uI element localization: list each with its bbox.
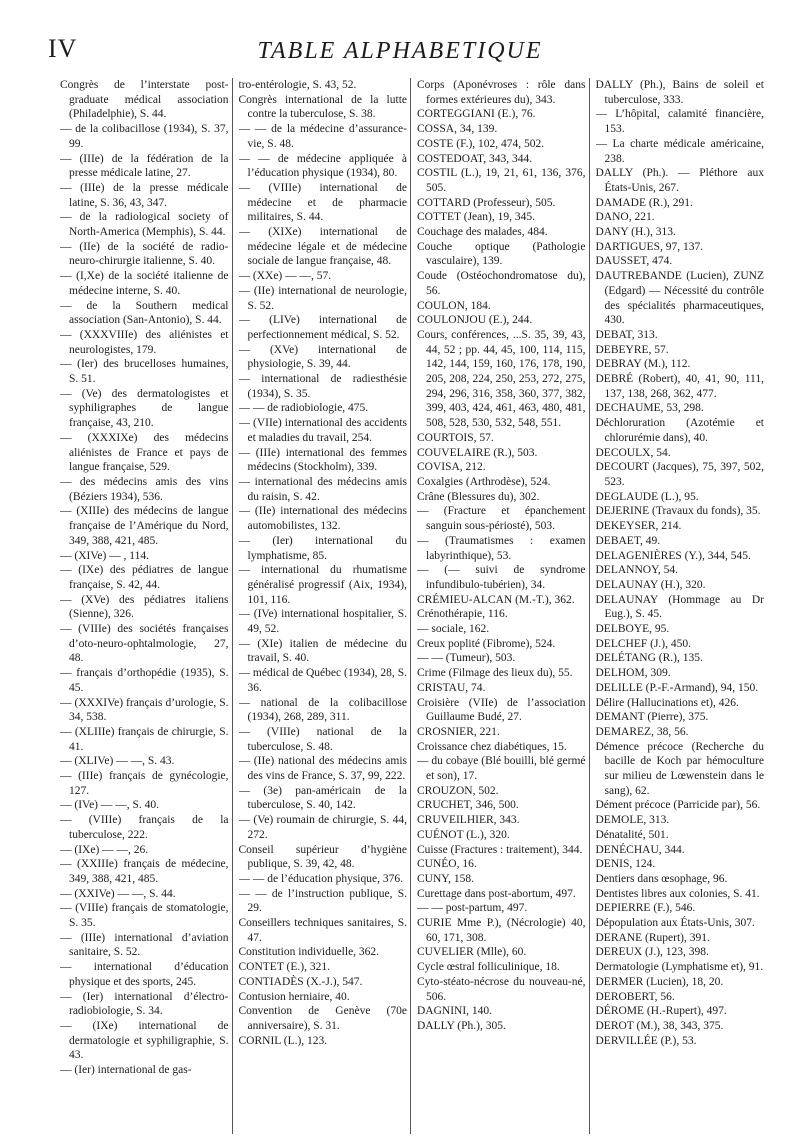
index-entry: — — post-partum, 497. xyxy=(417,902,528,915)
index-entry: — (VIIe) international des accidents et maladies du travail, 254. xyxy=(238,417,407,444)
page-number: IV xyxy=(48,34,78,63)
index-entry: Curettage dans post-abortum, 497. xyxy=(417,887,576,900)
index-columns xyxy=(60,78,764,1134)
index-entry: DEBAET, 49. xyxy=(595,534,661,547)
index-entry: DEPIERRE (F.), 546. xyxy=(595,902,696,915)
index-entry: — (Ier) international de gas- xyxy=(60,1064,192,1077)
index-entry: — (XLIVe) — —, S. 43. xyxy=(60,755,175,768)
index-entry: COSSA, 34, 139. xyxy=(417,123,498,136)
index-entry: Délire (Hallucinations et), 426. xyxy=(595,696,739,709)
index-entry: — (3e) pan-américain de la tuberculose, S. 40, 142. xyxy=(238,784,407,812)
index-entry: — international de radiesthésie (1934), S. 35. xyxy=(238,373,407,400)
index-entry: — — de l’instruction publique, S. 29. xyxy=(238,887,407,915)
index-entry: tro-entérologie, S. 43, 52. xyxy=(238,79,357,91)
index-entry: CONTIADÈS (X.-J.), 547. xyxy=(238,975,363,988)
index-entry: Conseil supérieur d’hygiène publique, S. 39, 42, 48. xyxy=(238,843,407,871)
index-entry: CONTET (E.), 321. xyxy=(238,961,330,974)
index-entry: COUVELAIRE (R.), 503. xyxy=(417,446,538,459)
index-entry: DELHOM, 309. xyxy=(595,667,671,680)
index-entry: — L’hôpital, calamité financière, 153. xyxy=(595,108,764,136)
index-entry: COSTIL (L.), 19, 21, 61, 136, 376, 505. xyxy=(417,167,586,194)
index-entry: DÉROME (H.-Rupert), 497. xyxy=(595,1005,727,1018)
index-entry: — (Ve) des dermatologistes et syphiligraphes de langue française, 43, 210. xyxy=(60,387,229,430)
index-entry: — (— suivi de syndrome infundibulo-tubérien), 34. xyxy=(417,564,586,591)
index-entry: — (XXXIXe) des médecins aliénistes de France et pays de langue française, 529. xyxy=(60,431,229,474)
index-entry: Cuisse (Fractures : traitement), 344. xyxy=(417,843,583,856)
index-entry: DECOULX, 54. xyxy=(595,446,671,459)
index-entry: DEKEYSER, 214. xyxy=(595,520,682,533)
index-entry: — (VIIIe) international de médecine et de pharmacie militaires, S. 44. xyxy=(238,181,407,224)
index-entry: — international des médecins amis du raisin, S. 42. xyxy=(238,475,407,503)
index-entry: — (IXe) des pédiatres de langue française, S. 42, 44. xyxy=(60,564,229,591)
index-entry: CRÉMIEU-ALCAN (M.-T.), 362. xyxy=(417,593,575,606)
index-column-3 xyxy=(417,78,590,1134)
index-entry: DAGNINI, 140. xyxy=(417,1005,493,1018)
index-entry: COULON, 184. xyxy=(417,299,491,312)
index-entry: — (Traumatismes : examen labyrinthique), 53. xyxy=(417,534,586,562)
index-entry: CORNIL (L.), 123. xyxy=(238,1034,328,1047)
index-entry: DEBAT, 313. xyxy=(595,328,658,341)
index-entry: — (VIIIe) français de stomatologie, S. 35. xyxy=(60,902,229,930)
index-entry: — — de la médecine d’assurance-vie, S. 48. xyxy=(238,123,407,150)
index-entry: DEMAREZ, 38, 56. xyxy=(595,725,689,738)
index-entry: DALLY (Ph.), 305. xyxy=(417,1020,506,1032)
index-entry: Croisière (VIIe) de l’association Guillaume Budé, 27. xyxy=(417,696,586,724)
index-entry: DEJERINE (Travaux du fonds), 35. xyxy=(595,505,761,518)
index-entry: — — de médecine appliquée à l’éducation physique (1934), 80. xyxy=(238,152,407,180)
index-entry: Cycle œstral folliculinique, 18. xyxy=(417,961,560,974)
page-title: TABLE ALPHABETIQUE xyxy=(257,38,543,64)
index-entry: CRISTAU, 74. xyxy=(417,681,486,694)
index-entry: Cyto-stéato-nécrose du nouveau-né, 506. xyxy=(417,975,586,1003)
index-entry: — La charte médicale américaine, 238. xyxy=(595,137,764,165)
index-entry: DELANNOY, 54. xyxy=(595,564,679,577)
index-entry: — de la Southern medical association (San-Antonio), S. 44. xyxy=(60,299,229,327)
index-entry: DERMER (Lucien), 18, 20. xyxy=(595,975,724,988)
index-entry: — (IIIe) de la fédération de la presse médicale latine, 27. xyxy=(60,152,229,180)
index-entry: DEBRÉ (Robert), 40, 41, 90, 111, 137, 138, 268, 362, 477. xyxy=(595,373,764,400)
index-entry: — (I,Xe) de la société italienne de médecine interne, S. 40. xyxy=(60,270,229,297)
index-column-1 xyxy=(60,78,233,1134)
index-entry: — (IXe) — —, 26. xyxy=(60,843,149,856)
index-entry: COULONJOU (E.), 244. xyxy=(417,314,533,327)
index-entry: Dément précoce (Parricide par), 56. xyxy=(595,799,761,812)
index-entry: Conseillers techniques sanitaires, S. 47. xyxy=(238,917,407,944)
index-entry: — (XIIIe) des médecins de langue française de l’Amérique du Nord, 349, 388, 421, 485. xyxy=(60,505,229,547)
index-entry: — (IIe) de la société de radio-neuro-chirurgie italienne, S. 40. xyxy=(60,240,229,268)
index-entry: DARTIGUES, 97, 137. xyxy=(595,240,704,253)
index-entry: — sociale, 162. xyxy=(417,623,490,636)
index-entry: — (XXXVIIIe) des aliénistes et neurologistes, 179. xyxy=(60,328,229,356)
index-entry: Dépopulation aux États-Unis, 307. xyxy=(595,917,755,930)
index-entry: DERVILLÉE (P.), 53. xyxy=(595,1034,697,1047)
index-entry: Dentistes libres aux colonies, S. 41. xyxy=(595,887,760,900)
index-entry: — (Ier) international d’électro-radiobiologie, S. 34. xyxy=(60,990,229,1018)
index-entry: — (XXIVe) — —, S. 44. xyxy=(60,887,176,900)
index-entry: COSTE (F.), 102, 474, 502. xyxy=(417,137,545,150)
index-entry: — français d’orthopédie (1935), S. 45. xyxy=(60,667,229,694)
index-entry: DERANE (Rupert), 391. xyxy=(595,931,710,944)
index-entry: — — de radiobiologie, 475. xyxy=(238,402,369,415)
index-entry: DELILLE (P.-F.-Armand), 94, 150. xyxy=(595,681,759,694)
index-column-4 xyxy=(596,78,765,1134)
index-entry: Couchage des malades, 484. xyxy=(417,226,548,239)
index-column-2 xyxy=(239,78,412,1134)
index-entry: DEROBERT, 56. xyxy=(595,990,675,1003)
index-entry: DEMANT (Pierre), 375. xyxy=(595,711,709,724)
index-entry: — (VIIIe) français de la tuberculose, 222. xyxy=(60,814,229,841)
index-entry: COSTEDOAT, 343, 344. xyxy=(417,152,533,165)
index-entry: CUVELIER (Mlle), 60. xyxy=(417,946,527,959)
index-entry: DELAGENIÈRES (Y.), 344, 545. xyxy=(595,549,751,562)
index-entry: DEREUX (J.), 123, 398. xyxy=(595,946,709,959)
index-entry: DELBOYE, 95. xyxy=(595,623,670,636)
index-entry: — des médecins amis des vins (Béziers 1934), 536. xyxy=(60,475,229,503)
index-entry: COVISA, 212. xyxy=(417,461,486,474)
index-entry: DANY (H.), 313. xyxy=(595,226,676,239)
index-entry: — (XVe) des pédiatres italiens (Sienne), 326. xyxy=(60,593,229,621)
index-entry: COTTET (Jean), 19, 345. xyxy=(417,211,535,224)
index-entry: — (XXe) — —, 57. xyxy=(238,270,332,283)
index-entry: Coude (Ostéochondromatose du), 56. xyxy=(417,270,586,297)
index-entry: DEGLAUDE (L.), 95. xyxy=(595,490,699,503)
index-entry: DENIS, 124. xyxy=(595,858,656,871)
index-entry: — — de l’éducation physique, 376. xyxy=(238,872,403,885)
index-entry: Corps (Aponévroses : rôle dans formes extérieures du), 343. xyxy=(417,79,586,106)
index-entry: DELCHEF (J.), 450. xyxy=(595,637,692,650)
index-entry: Constitution individuelle, 362. xyxy=(238,946,380,959)
index-entry: DECOURT (Jacques), 75, 397, 502, 523. xyxy=(595,461,764,488)
index-entry: — médical de Québec (1934), 28, S. 36. xyxy=(238,667,407,694)
index-entry: Couche optique (Pathologie vasculaire), 139. xyxy=(417,240,586,268)
index-entry: — (IVe) international hospitalier, S. 49, 52. xyxy=(238,608,407,636)
index-entry: — du cobaye (Blé bouilli, blé germé et son), 17. xyxy=(417,755,586,783)
index-entry: Démence précoce (Recherche du bacille de Koch par hémoculture sur milieu de Lœwenstein dans le sang), 62. xyxy=(595,740,764,797)
index-entry: — (IVe) — —, S. 40. xyxy=(60,799,160,812)
index-entry: — international du rhumatisme généralisé progressif (Aix, 1934), 101, 116. xyxy=(238,564,407,606)
index-entry: DEBRAY (M.), 112. xyxy=(595,358,691,371)
index-entry: DENÉCHAU, 344. xyxy=(595,843,685,856)
index-entry: — (XVe) international de physiologie, S. 39, 44. xyxy=(238,343,407,371)
index-entry: DAMADE (R.), 291. xyxy=(595,196,693,209)
index-entry: DEMOLE, 313. xyxy=(595,814,670,827)
index-entry: — (XXXIVe) français d’urologie, S. 34, 538. xyxy=(60,696,229,724)
index-entry: CRUCHET, 346, 500. xyxy=(417,799,519,812)
index-entry: DELÉTANG (R.), 135. xyxy=(595,652,703,665)
index-entry: — international d’éducation physique et des sports, 245. xyxy=(60,961,229,988)
index-entry: CRUVEILHIER, 343. xyxy=(417,814,520,827)
index-entry: Crénothérapie, 116. xyxy=(417,608,508,621)
index-entry: Cours, conférences, ...S. 35, 39, 43, 44, 52 ; pp. 44, 45, 100, 114, 115, 142, 144, 159, 160, 176, 178, 190, 205, 208, 224, 250, 253, 272, 275, 294, 296, 316, 358, 360, 377, 382, 399, 403, 424, 461, 463, 480, 481, 508, 528, 530, 532, 548, 551. xyxy=(417,328,586,430)
index-entry: — (LIVe) international de perfectionnement médical, S. 52. xyxy=(238,314,407,341)
index-entry: DALLY (Ph.), Bains de soleil et tuberculose, 333. xyxy=(595,79,764,106)
index-entry: — (IIIe) international des femmes médecins (Stockholm), 339. xyxy=(238,446,407,474)
index-entry: DANO, 221. xyxy=(595,211,655,224)
index-entry: Contusion herniaire, 40. xyxy=(238,990,350,1003)
index-entry: CROUZON, 502. xyxy=(417,784,499,797)
index-entry: COTTARD (Professeur), 505. xyxy=(417,196,556,209)
index-entry: CORTEGGIANI (E.), 76. xyxy=(417,108,536,121)
index-entry: — (Ier) international du lymphatisme, 85. xyxy=(238,534,407,562)
index-entry: Coxalgies (Arthrodèse), 524. xyxy=(417,475,551,488)
index-entry: — (IIIe) français de gynécologie, 127. xyxy=(60,770,229,797)
index-entry: — (IIe) international de neurologie, S. 52. xyxy=(238,284,407,312)
index-entry: — (VIIIe) national de la tuberculose, S. 48. xyxy=(238,725,407,753)
index-entry: CURIE Mme P.), (Nécrologie) 40, 60, 171, 308. xyxy=(417,917,586,944)
index-entry: — (XIVe) — , 114. xyxy=(60,549,150,562)
index-entry: — (IXe) international de dermatologie et syphiligraphie, S. 43. xyxy=(60,1020,229,1062)
index-entry: Dénatalité, 501. xyxy=(595,828,669,841)
index-entry: DALLY (Ph.). — Pléthore aux États-Unis, 267. xyxy=(595,167,764,194)
index-entry: Crâne (Blessures du), 302. xyxy=(417,490,540,503)
index-entry: Congrès de l’interstate post-graduate médical association (Philadelphie), S. 44. xyxy=(60,79,229,121)
index-entry: DEBEYRE, 57. xyxy=(595,343,669,356)
index-entry: DELAUNAY (H.), 320. xyxy=(595,578,706,591)
index-entry: — (Fracture et épanchement sanguin sous-périosté), 503. xyxy=(417,505,586,533)
index-entry: CUNY, 158. xyxy=(417,872,474,885)
index-entry: CUNÉO, 16. xyxy=(417,858,477,871)
index-entry: COURTOIS, 57. xyxy=(417,431,494,444)
index-entry: — (Ve) roumain de chirurgie, S. 44, 272. xyxy=(238,814,407,841)
index-entry: DAUTREBANDE (Lucien), ZUNZ (Edgard) — Nécessité du contrôle des spécialités pharmaceutiques, 430. xyxy=(595,270,764,327)
index-entry: — national de la colibacillose (1934), 268, 289, 311. xyxy=(238,696,407,724)
index-entry: DELAUNAY (Hommage au Dr Eug.), S. 45. xyxy=(595,593,764,621)
index-entry: — (IIe) international des médecins automobilistes, 132. xyxy=(238,505,407,533)
index-entry: — (XIXe) international de médecine légale et de médecine sociale de langue française, 48. xyxy=(238,226,407,268)
index-entry: Dermatologie (Lymphatisme et), 91. xyxy=(595,961,764,974)
index-entry: Croissance chez diabétiques, 15. xyxy=(417,740,567,753)
index-entry: Crime (Filmage des lieux du), 55. xyxy=(417,667,573,680)
index-entry: — (XXIIIe) français de médecine, 349, 388, 421, 485. xyxy=(60,858,229,885)
index-entry: — de la colibacillose (1934), S. 37, 99. xyxy=(60,123,229,150)
index-entry: Déchloruration (Azotémie et chlorurémie dans), 40. xyxy=(595,417,764,444)
index-entry: Dentiers dans œsophage, 96. xyxy=(595,872,728,885)
index-entry: DEROT (M.), 38, 343, 375. xyxy=(595,1020,724,1032)
index-entry: Convention de Genève (70e anniversaire), S. 31. xyxy=(238,1005,407,1032)
index-entry: — (XIe) italien de médecine du travail, S. 40. xyxy=(238,637,407,665)
index-entry: — — (Tumeur), 503. xyxy=(417,652,516,665)
index-entry: — (VIIIe) des sociétés françaises d’oto-neuro-ophtalmologie, 27, 48. xyxy=(60,623,229,665)
index-entry: DECHAUME, 53, 298. xyxy=(595,402,704,415)
index-entry: Creux poplité (Fibrome), 524. xyxy=(417,637,556,650)
index-entry: — (XLIIIe) français de chirurgie, S. 41. xyxy=(60,725,229,753)
index-entry: — (IIIe) international d’aviation sanitaire, S. 52. xyxy=(60,931,229,959)
index-entry: CROSNIER, 221. xyxy=(417,725,500,738)
index-entry: — de la radiological society of North-America (Memphis), S. 44. xyxy=(60,211,229,239)
index-entry: — (Ier) des brucelloses humaines, S. 51. xyxy=(60,358,229,386)
index-entry: Congrès international de la lutte contre la tuberculose, S. 38. xyxy=(238,93,407,121)
index-entry: — (IIIe) de la presse médicale latine, S. 36, 43, 347. xyxy=(60,181,229,209)
index-entry: — (IIe) national des médecins amis des vins de France, S. 37, 99, 222. xyxy=(238,755,407,783)
index-entry: CUÉNOT (L.), 320. xyxy=(417,828,510,841)
index-entry: DAUSSET, 474. xyxy=(595,255,673,268)
